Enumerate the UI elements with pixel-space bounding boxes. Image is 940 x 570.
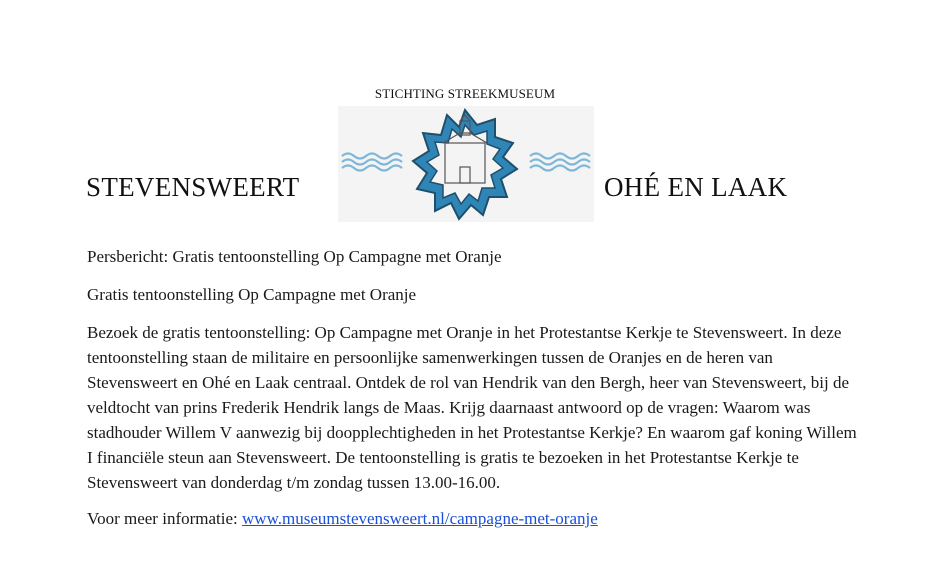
place-ohe-en-laak: OHÉ EN LAAK xyxy=(604,172,788,202)
press-heading: Persbericht: Gratis tentoonstelling Op Campagne met Oranje xyxy=(87,247,502,266)
exhibition-title: Gratis tentoonstelling Op Campagne met Oranje xyxy=(87,285,417,304)
info-link[interactable]: www.museumstevensweert.nl/campagne-met-oranje xyxy=(242,509,598,528)
press-release-body xyxy=(87,244,857,544)
info-line xyxy=(87,506,857,531)
place-stevensweert: STEVENSWEERT xyxy=(86,172,300,202)
org-name: STICHTING STREEKMUSEUM xyxy=(374,86,556,101)
main-paragraph: Bezoek de gratis tentoonstelling: Op Campagne met Oranje in het Protestantse Kerkje te Stevensweert. In deze tentoonstelling staan de militaire en persoonlijke samenwerkingen tussen de Oranjes en de heren van Stevensweert en Ohé en Laak centraal. Ontdek de rol van Hendrik van den Bergh, heer van Stevensweert, bij de veldtocht van prins Frederik Hendrik langs de Maas. Krijg daarnaast antwoord op de vragen: Waarom was stadhouder Willem V aanwezig bij doopplechtigheden in het Protestantse Kerkje? En waarom gaf koning Willem I financiële steun aan Stevensweert. De tentoonstelling is gratis te bezoeken in het Protestantse Kerkje te Stevensweert van donderdag t/m zondag tussen 13.00-16.00. xyxy=(87,323,857,492)
info-label: Voor meer informatie: xyxy=(87,509,243,528)
museum-star-logo-icon xyxy=(338,106,594,222)
